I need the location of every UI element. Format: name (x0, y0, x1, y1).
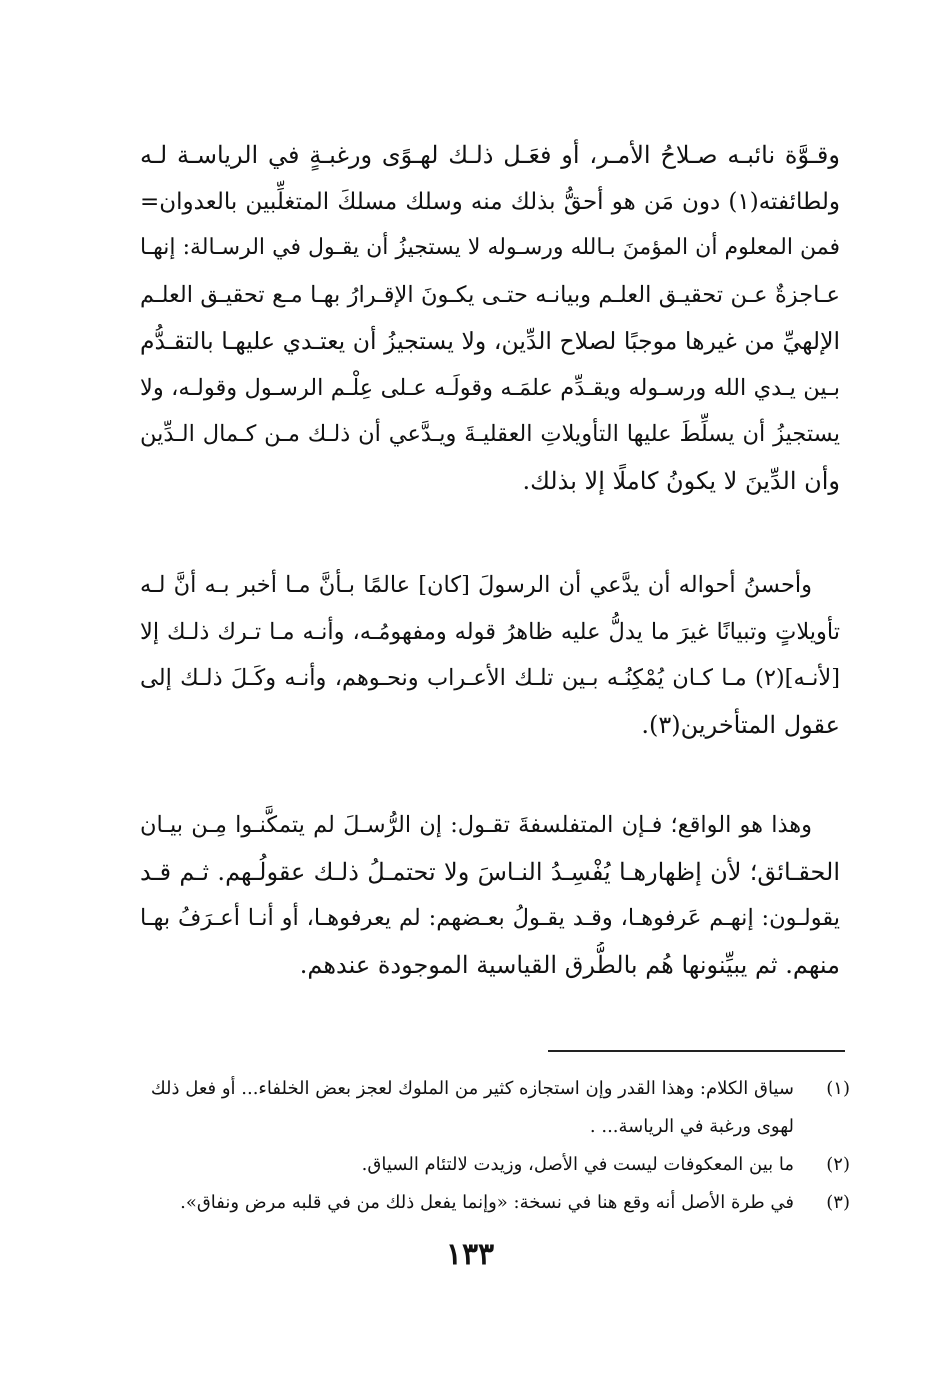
text-line: الحقـائق؛ لأن إظهارهـا يُفْسِـدُ النـاسَ ولا تحتمـلُ ذلـك عقولُـهم. ثـم قـد (140, 857, 840, 886)
page-number: ١٣٣ (445, 1237, 495, 1272)
footnote-text: ما بين المعكوفات ليست في الأصل، وزيدت لالتئام السياق. (361, 1154, 794, 1175)
text-line: وأحسنُ أحواله أن يدَّعي أن الرسولَ [كان] عالمًا بـأنَّ مـا أخبر بـه أنَّ لـه (140, 572, 812, 598)
footnote-separator (548, 1050, 845, 1052)
footnotes (110, 1070, 850, 1222)
footnote-1 (110, 1070, 850, 1146)
text-line: بـين يـدي الله ورسـوله ويقـدِّم علمَـه وقولَـه عـلى عِلْـم الرسـول وقولـه، ولا (140, 374, 840, 401)
text-line: منهم. ثم يبيِّنونها هُم بالطُّرق القياسية الموجودة عندهم. (299, 950, 840, 979)
paragraph-1 (140, 132, 840, 504)
text-line: عـاجزةٌ عـن تحقيـق العلـم وبيانـه حتـى يكـونَ الإقـرارُ بهـا مـع تحقيـق العلـم (140, 281, 840, 308)
footnote-number: (١) (826, 1078, 850, 1099)
footnote-3 (110, 1184, 850, 1222)
text-line: تأويلاتٍ وتبيانًا غيرَ ما يدلُّ عليه ظاهرُ قوله ومفهومُـه، وأنـه مـا تـرك ذلـك إلا (140, 618, 840, 645)
paragraph-2 (140, 562, 840, 748)
text-line: وقـوَّة نائبـه صـلاحُ الأمـر، أو فعَـل ذلـك لهـوًى ورغبـةٍ في الرياسـة لـه (140, 141, 840, 169)
footnote-text: سياق الكلام: وهذا القدر وإن استجازه كثير من الملوك لعجز بعض الخلفاء... أو فعل ذلك لهوى ورغبة في الرياسة... . (150, 1078, 794, 1137)
text-line: ولطائفته(١) دون مَن هو أحقُّ بذلك منه وسلك مسلكَ المتغلِّبين بالعدوان= (140, 188, 840, 215)
text-line: يستجيزُ أن يسلِّطَ عليها التأويلاتِ العقليـةَ ويـدَّعي أن ذلـك مـن كـمال الـدِّين (140, 421, 840, 447)
text-line: الإلهيِّ من غيرها موجبًا لصلاح الدِّين، ولا يستجيزُ أن يعتـدي عليهـا بالتقـدُّم (140, 327, 840, 355)
footnote-number: (٢) (826, 1154, 850, 1175)
text-line: وأن الدِّينَ لا يكونُ كاملًا إلا بذلك. (522, 466, 840, 495)
text-line: عقول المتأخرين(٣). (641, 710, 840, 739)
footnote-number: (٣) (826, 1192, 850, 1213)
text-line: فمن المعلوم أن المؤمنَ بـالله ورسـوله لا يستجيزُ أن يقـول في الرسـالة: إنهـا (140, 235, 840, 260)
footnote-text: في طرة الأصل أنه وقع هنا في نسخة: «وإنما يفعل ذلك من في قلبه مرض ونفاق». (180, 1192, 794, 1213)
text-line: يقولـون: إنهـم عَرفوهـا، وقـد يقـولُ بعـضهم: لم يعرفوهـا، أو أنـا أعـرَفُ بهـا (140, 905, 840, 931)
text-line: وهذا هو الواقع؛ فـإن المتفلسفةَ تقـول: إن الرُّسـلَ لم يتمكَّنـوا مِـن بيـان (140, 812, 812, 838)
text-line: [لأنـه](٢) مـا كـان يُمْكِنُـه بـين تلـك الأعـراب ونحـوهم، وأنـه وكَـلَ ذلـك إلى (140, 665, 840, 691)
footnote-2 (110, 1146, 850, 1184)
paragraph-3 (140, 802, 840, 988)
